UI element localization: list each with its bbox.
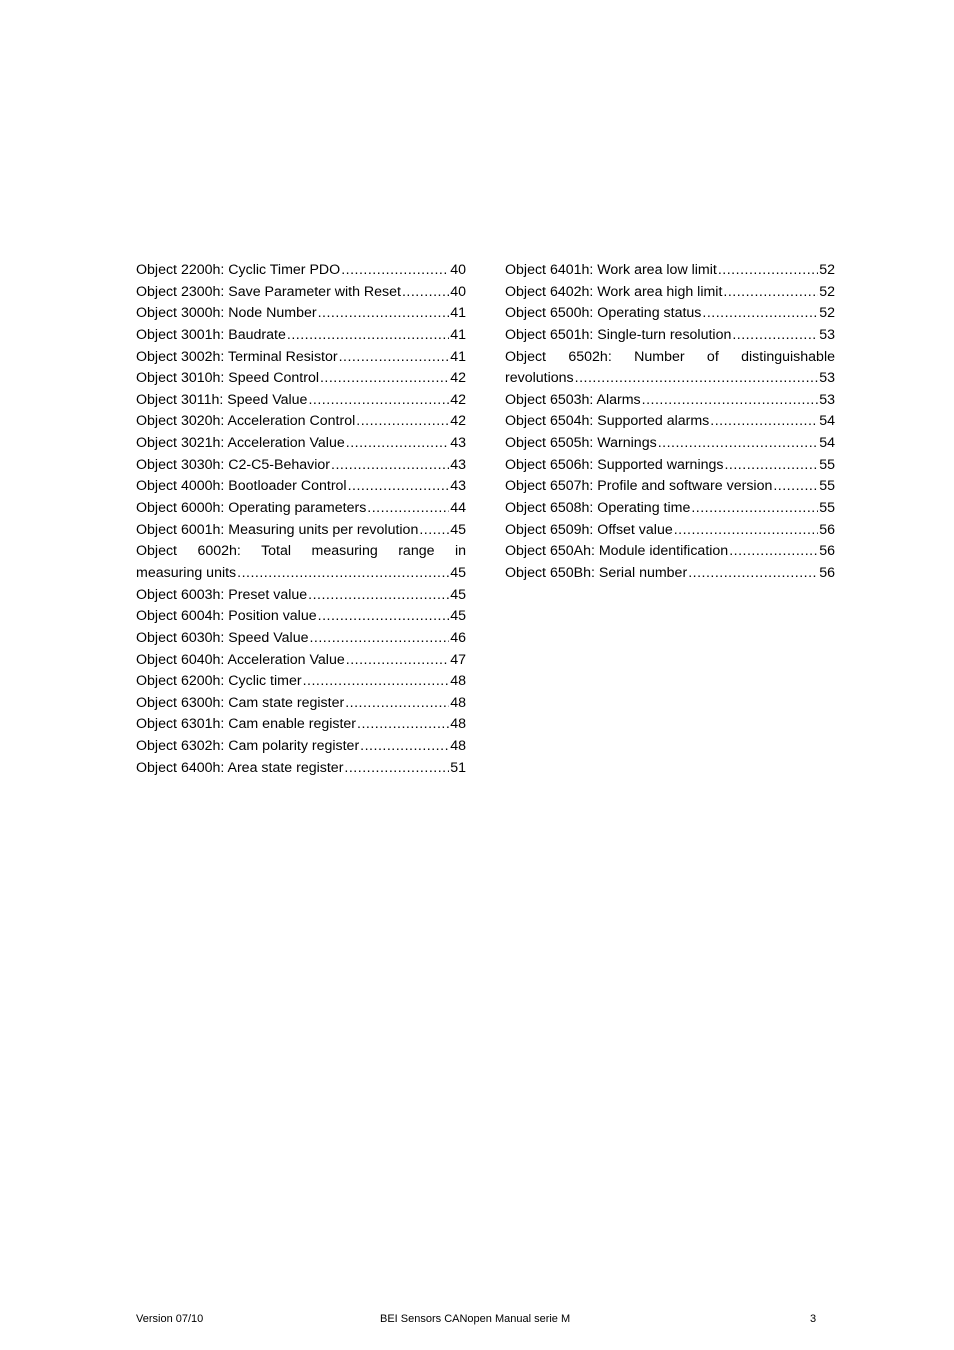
toc-entry-title: Object 6508h: Operating time <box>505 500 691 517</box>
dot-leader <box>344 758 449 780</box>
toc-entry-title: Object 6402h: Work area high limit <box>505 283 723 300</box>
toc-entry[interactable] <box>136 455 466 477</box>
toc-entry-title: Object 6503h: Alarms <box>505 391 641 408</box>
toc-entry[interactable] <box>136 520 466 542</box>
toc-entry[interactable] <box>136 411 466 433</box>
dot-leader <box>729 541 818 563</box>
dot-leader <box>575 368 819 390</box>
toc-entry-page-number: 42 <box>450 391 466 408</box>
toc-entry-page-number: 41 <box>450 326 466 343</box>
toc-entry-title: Object 6001h: Measuring units per revolution <box>136 521 419 538</box>
toc-entry-title: Object 6004h: Position value <box>136 608 317 625</box>
toc-column-left <box>136 260 466 779</box>
toc-entry[interactable] <box>136 325 466 347</box>
toc-entry-title: Object 6400h: Area state register <box>136 759 344 776</box>
toc-entry[interactable] <box>136 628 466 650</box>
toc-entry-title: Object 3011h: Speed Value <box>136 391 308 408</box>
toc-entry[interactable] <box>505 563 835 585</box>
toc-entry[interactable] <box>136 476 466 498</box>
toc-entry-title: Object 3010h: Speed Control <box>136 370 319 387</box>
toc-entry[interactable] <box>136 585 466 607</box>
toc-entry[interactable] <box>505 520 835 542</box>
dot-leader <box>339 347 450 369</box>
toc-entry[interactable] <box>136 693 466 715</box>
toc-entry-title: Object 6506h: Supported warnings <box>505 456 724 473</box>
toc-entry[interactable] <box>136 736 466 758</box>
dot-leader <box>308 390 449 412</box>
toc-entry-page-number: 43 <box>450 478 466 495</box>
dot-leader <box>402 282 449 304</box>
toc-entry-title: Object 6300h: Cam state register <box>136 694 345 711</box>
toc-entry[interactable] <box>136 563 466 585</box>
toc-entry[interactable] <box>136 260 466 282</box>
toc-entry-title-line1[interactable]: Object 6502h: Number of distinguishable <box>505 348 835 365</box>
toc-entry[interactable] <box>505 433 835 455</box>
toc-entry[interactable] <box>136 606 466 628</box>
dot-leader <box>702 303 818 325</box>
dot-leader <box>658 433 819 455</box>
toc-entry-page-number: 56 <box>819 543 835 560</box>
toc-entry-title: Object 6401h: Work area low limit <box>505 262 717 278</box>
toc-entry-page-number: 41 <box>450 305 466 322</box>
dot-leader <box>674 520 818 542</box>
toc-entry-page-number: 40 <box>450 283 466 300</box>
toc-entry-title: Object 4000h: Bootloader Control <box>136 478 347 495</box>
toc-entry-title: Object 6507h: Profile and software version <box>505 478 773 495</box>
dot-leader <box>320 368 449 390</box>
toc-entry[interactable] <box>136 390 466 412</box>
toc-entry-page-number: 54 <box>819 435 835 452</box>
dot-leader <box>360 736 449 758</box>
toc-entry-title: Object 6200h: Cyclic timer <box>136 673 302 690</box>
toc-entry-page-number: 51 <box>450 759 466 776</box>
toc-entry-page-number: 44 <box>450 500 466 517</box>
toc-entry-page-number: 41 <box>450 348 466 365</box>
toc-entry-title: Object 6000h: Operating parameters <box>136 500 367 517</box>
toc-entry-page-number: 55 <box>819 456 835 473</box>
dot-leader <box>345 693 449 715</box>
toc-entry[interactable] <box>505 476 835 498</box>
toc-entry[interactable] <box>505 541 835 563</box>
toc-entry-title-line1[interactable]: Object 6002h: Total measuring range in <box>136 543 466 560</box>
toc-entry-page-number: 48 <box>450 738 466 755</box>
toc-entry-page-number: 48 <box>450 673 466 690</box>
toc-entry[interactable] <box>136 368 466 390</box>
toc-entry-page-number: 52 <box>819 305 835 322</box>
toc-entry-title: Object 6301h: Cam enable register <box>136 716 357 733</box>
dot-leader <box>642 390 819 412</box>
toc-entry[interactable] <box>505 325 835 347</box>
toc-entry-title: Object 3001h: Baudrate <box>136 326 286 343</box>
toc-entry-title: Object 6501h: Single-turn resolution <box>505 326 732 343</box>
toc-entry[interactable] <box>505 498 835 520</box>
toc-entry-title: Object 650Ah: Module identification <box>505 543 729 560</box>
toc-entry-title: Object 650Bh: Serial number <box>505 564 688 581</box>
toc-entry-page-number: 45 <box>450 564 466 581</box>
toc-entry-page-number: 54 <box>819 413 835 430</box>
toc-entry-page-number: 52 <box>819 283 835 300</box>
toc-entry-page-number: 56 <box>819 564 835 581</box>
dot-leader <box>367 498 449 520</box>
toc-entry[interactable] <box>505 260 835 282</box>
dot-leader <box>773 476 818 498</box>
toc-entry-title: Object 6040h: Acceleration Value <box>136 651 345 668</box>
toc-entry-title: Object 2200h: Cyclic Timer PDO <box>136 262 341 278</box>
toc-entry-title: Object 6505h: Warnings <box>505 435 657 452</box>
toc-entry-title: Object 3020h: Acceleration Control <box>136 413 356 430</box>
toc-entry-title: Object 6500h: Operating status <box>505 305 702 322</box>
toc-entry-title: Object 6302h: Cam polarity register <box>136 738 360 755</box>
toc-entry[interactable] <box>136 303 466 325</box>
dot-leader <box>710 411 818 433</box>
toc-entry-page-number: 55 <box>819 500 835 517</box>
toc-entry[interactable] <box>505 390 835 412</box>
dot-leader <box>691 498 818 520</box>
toc-entry-title: Object 3021h: Acceleration Value <box>136 435 345 452</box>
toc-entry-page-number: 43 <box>450 435 466 452</box>
toc-entry-page-number: 46 <box>450 629 466 646</box>
toc-entry[interactable] <box>136 347 466 369</box>
toc-entry-page-number: 48 <box>450 694 466 711</box>
toc-entry[interactable] <box>136 282 466 304</box>
toc-entry[interactable] <box>136 498 466 520</box>
dot-leader <box>318 606 450 628</box>
toc-entry-title: Object 3000h: Node Number <box>136 305 317 322</box>
toc-entry-title: Object 6504h: Supported alarms <box>505 413 710 430</box>
dot-leader <box>287 325 449 347</box>
dot-leader <box>346 433 449 455</box>
toc-entry-page-number: 43 <box>450 456 466 473</box>
footer-version: Version 07/10 <box>136 1313 204 1325</box>
footer-document-title: BEI Sensors CANopen Manual serie M <box>380 1313 571 1325</box>
toc-entry-page-number: 42 <box>450 413 466 430</box>
toc-entry-page-number: 40 <box>450 262 466 278</box>
dot-leader <box>303 671 450 693</box>
toc-entry-page-number: 45 <box>450 608 466 625</box>
toc-entry-title: measuring units <box>136 564 237 581</box>
toc-entry-page-number: 45 <box>450 586 466 603</box>
dot-leader <box>724 455 818 477</box>
toc-entry[interactable] <box>505 411 835 433</box>
toc-entry-page-number: 55 <box>819 478 835 495</box>
toc-entry-title: Object 2300h: Save Parameter with Reset <box>136 283 401 300</box>
toc-entry[interactable] <box>136 650 466 672</box>
toc-entry-title: Object 6509h: Offset value <box>505 521 673 538</box>
toc-entry-title: Object 3030h: C2-C5-Behavior <box>136 456 330 473</box>
toc-entry-title: Object 6003h: Preset value <box>136 586 308 603</box>
dot-leader <box>356 411 449 433</box>
toc-entry-page-number: 47 <box>450 651 466 668</box>
toc-entry-page-number: 56 <box>819 521 835 538</box>
dot-leader <box>419 520 449 542</box>
dot-leader <box>341 260 449 282</box>
toc-entry-page-number: 52 <box>819 262 835 278</box>
dot-leader <box>688 563 818 585</box>
dot-leader <box>732 325 818 347</box>
toc-entry[interactable] <box>505 303 835 325</box>
toc-entry-page-number: 48 <box>450 716 466 733</box>
dot-leader <box>331 455 449 477</box>
toc-entry-page-number: 42 <box>450 370 466 387</box>
footer-page-number: 3 <box>810 1313 817 1325</box>
toc-entry[interactable] <box>505 368 835 390</box>
dot-leader <box>348 476 450 498</box>
toc-entry-title: Object 6030h: Speed Value <box>136 629 309 646</box>
dot-leader <box>346 650 449 672</box>
toc-entry-title: revolutions <box>505 370 574 387</box>
dot-leader <box>723 282 818 304</box>
dot-leader <box>357 714 449 736</box>
toc-entry[interactable] <box>136 671 466 693</box>
toc-entry[interactable] <box>505 282 835 304</box>
dot-leader <box>309 628 449 650</box>
toc-entry[interactable] <box>505 455 835 477</box>
toc-entry-page-number: 53 <box>819 370 835 387</box>
dot-leader <box>718 260 818 282</box>
toc-entry[interactable] <box>136 714 466 736</box>
toc-entry-page-number: 45 <box>450 521 466 538</box>
toc-entry-page-number: 53 <box>819 326 835 343</box>
dot-leader <box>318 303 450 325</box>
toc-entry[interactable] <box>136 433 466 455</box>
toc-column-right <box>505 260 835 585</box>
dot-leader <box>237 563 449 585</box>
toc-entry-page-number: 53 <box>819 391 835 408</box>
toc-entry[interactable] <box>136 758 466 780</box>
dot-leader <box>308 585 449 607</box>
toc-entry-title: Object 3002h: Terminal Resistor <box>136 348 338 365</box>
